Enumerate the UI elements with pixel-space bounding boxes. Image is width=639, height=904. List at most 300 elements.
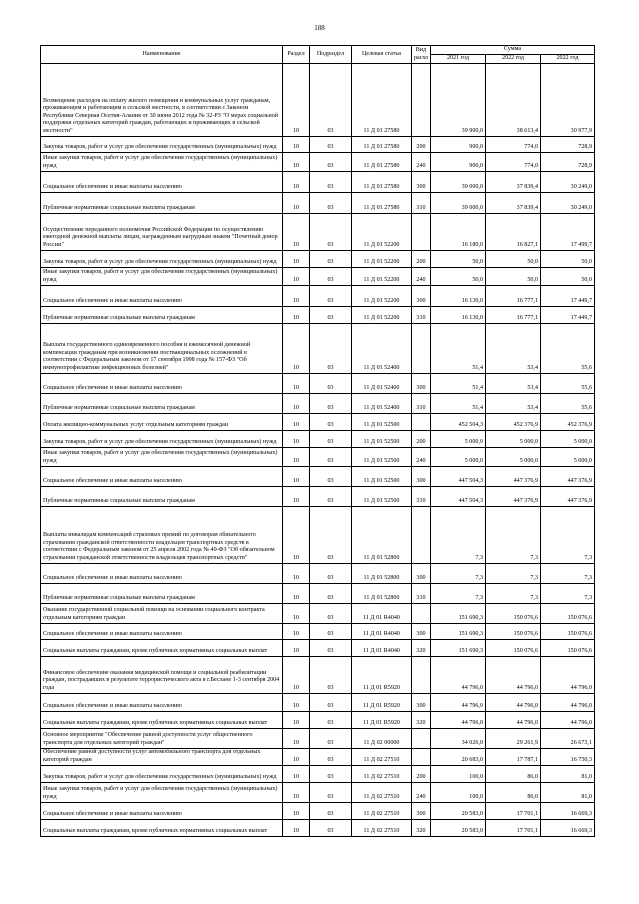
row-sum-2023: 447 376,9 xyxy=(541,487,595,507)
row-section: 10 xyxy=(283,137,310,153)
row-subsection: 03 xyxy=(310,431,352,448)
row-subsection: 03 xyxy=(310,307,352,324)
row-sum-2022: 150 076,6 xyxy=(486,604,541,624)
row-name: Закупка товаров, работ и услуг для обеспечения государственных (муниципальных) нужд xyxy=(41,431,283,448)
row-sum-2023: 44 796,0 xyxy=(541,712,595,729)
row-sum-2021: 5 000,0 xyxy=(431,431,486,448)
row-target: 11 Д 01 52800 xyxy=(352,507,412,564)
row-subsection: 03 xyxy=(310,694,352,712)
row-target: 11 Д 01 R4040 xyxy=(352,604,412,624)
row-section: 10 xyxy=(283,431,310,448)
table-row xyxy=(41,712,595,729)
row-expense-type xyxy=(412,414,431,431)
row-sum-2023: 30 249,0 xyxy=(541,193,595,214)
row-subsection: 03 xyxy=(310,604,352,624)
row-name: Оказание государственной социальной помощи на основании социального контракта отдельным категориям граждан xyxy=(41,604,283,624)
row-name: Публичные нормативные социальные выплаты гражданам xyxy=(41,193,283,214)
row-section: 10 xyxy=(283,268,310,286)
header-year-2021: 2021 год xyxy=(431,55,486,64)
table-row xyxy=(41,694,595,712)
row-section: 10 xyxy=(283,193,310,214)
row-name: Финансовое обеспечение оказания медицинской помощи и социальной реабилитации граждан, пострадавших в результате террористического акта в г.Беслане 1-3 сентября 2004 года xyxy=(41,657,283,694)
row-sum-2022: 86,0 xyxy=(486,766,541,783)
row-sum-2023: 5 000,0 xyxy=(541,431,595,448)
row-section: 10 xyxy=(283,251,310,268)
row-expense-type xyxy=(412,604,431,624)
row-sum-2023: 150 076,6 xyxy=(541,640,595,657)
row-subsection: 03 xyxy=(310,414,352,431)
row-section: 10 xyxy=(283,448,310,467)
row-sum-2022: 447 376,9 xyxy=(486,487,541,507)
row-target: 11 Д 01 27580 xyxy=(352,137,412,153)
row-section: 10 xyxy=(283,604,310,624)
row-expense-type: 200 xyxy=(412,137,431,153)
row-section: 10 xyxy=(283,783,310,803)
row-sum-2023: 17 449,7 xyxy=(541,286,595,307)
row-sum-2021: 151 690,3 xyxy=(431,624,486,640)
row-name: Иные закупки товаров, работ и услуг для обеспечения государственных (муниципальных) нужд xyxy=(41,448,283,467)
row-expense-type: 300 xyxy=(412,564,431,584)
row-sum-2023: 16 669,3 xyxy=(541,820,595,837)
row-name: Осуществление переданного полномочия Российской Федерации по осуществлению ежегодной денежной выплаты лицам, награжденным нагрудным знаком "Почетный донор России" xyxy=(41,214,283,251)
row-sum-2021: 20 683,0 xyxy=(431,749,486,766)
row-sum-2023: 16 669,3 xyxy=(541,803,595,820)
row-sum-2022: 774,0 xyxy=(486,137,541,153)
table-row xyxy=(41,564,595,584)
row-target: 11 Д 01 52500 xyxy=(352,448,412,467)
row-sum-2021: 50,0 xyxy=(431,268,486,286)
row-expense-type xyxy=(412,324,431,374)
row-subsection: 03 xyxy=(310,251,352,268)
row-section: 10 xyxy=(283,467,310,487)
table-row xyxy=(41,467,595,487)
row-subsection: 03 xyxy=(310,507,352,564)
table-row xyxy=(41,657,595,694)
row-section: 10 xyxy=(283,153,310,172)
row-sum-2022: 7,3 xyxy=(486,507,541,564)
row-name: Закупка товаров, работ и услуг для обеспечения государственных (муниципальных) нужд xyxy=(41,137,283,153)
row-expense-type: 310 xyxy=(412,487,431,507)
row-section: 10 xyxy=(283,507,310,564)
row-sum-2023: 30 249,0 xyxy=(541,172,595,193)
row-sum-2022: 447 376,9 xyxy=(486,467,541,487)
row-sum-2023: 150 076,6 xyxy=(541,624,595,640)
row-section: 10 xyxy=(283,729,310,749)
row-subsection: 03 xyxy=(310,624,352,640)
row-target: 11 Д 01 52500 xyxy=(352,467,412,487)
row-name: Выплата государственного единовременного пособия и ежемесячной денежной компенсации гражданам при возникновении поствакцинальных осложнений в соответствии с Федеральным законом от 17 сентября 1998 года № 157-ФЗ "Об иммунопрофилактике инфекционных болезней" xyxy=(41,324,283,374)
row-sum-2022: 44 796,0 xyxy=(486,657,541,694)
row-name: Социальное обеспечение и иные выплаты населению xyxy=(41,172,283,193)
row-sum-2023: 452 376,9 xyxy=(541,414,595,431)
row-name: Публичные нормативные социальные выплаты гражданам xyxy=(41,394,283,414)
row-sum-2021: 452 504,3 xyxy=(431,414,486,431)
row-subsection: 03 xyxy=(310,172,352,193)
row-section: 10 xyxy=(283,820,310,837)
row-sum-2021: 16 180,0 xyxy=(431,214,486,251)
table-row xyxy=(41,448,595,467)
table-row xyxy=(41,749,595,766)
table-row xyxy=(41,414,595,431)
row-sum-2023: 17 449,7 xyxy=(541,307,595,324)
row-target: 11 Д 01 52200 xyxy=(352,251,412,268)
row-name: Социальные выплаты гражданам, кроме публичных нормативных социальных выплат xyxy=(41,712,283,729)
row-expense-type: 300 xyxy=(412,694,431,712)
row-expense-type xyxy=(412,749,431,766)
row-name: Социальные выплаты гражданам, кроме публичных нормативных социальных выплат xyxy=(41,640,283,657)
row-target: 11 Д 01 52400 xyxy=(352,324,412,374)
row-section: 10 xyxy=(283,374,310,394)
row-sum-2021: 51,4 xyxy=(431,324,486,374)
row-section: 10 xyxy=(283,172,310,193)
table-row xyxy=(41,193,595,214)
row-name: Социальное обеспечение и иные выплаты населению xyxy=(41,624,283,640)
row-subsection: 03 xyxy=(310,374,352,394)
row-subsection: 03 xyxy=(310,712,352,729)
table-row xyxy=(41,307,595,324)
row-sum-2023: 26 673,1 xyxy=(541,729,595,749)
table-row xyxy=(41,374,595,394)
row-sum-2022: 86,0 xyxy=(486,783,541,803)
row-sum-2023: 7,3 xyxy=(541,584,595,604)
row-sum-2022: 5 000,0 xyxy=(486,431,541,448)
row-subsection: 03 xyxy=(310,153,352,172)
row-subsection: 03 xyxy=(310,766,352,783)
row-name: Иные закупки товаров, работ и услуг для обеспечения государственных (муниципальных) нужд xyxy=(41,268,283,286)
row-sum-2023: 50,0 xyxy=(541,268,595,286)
table-row xyxy=(41,286,595,307)
row-subsection: 03 xyxy=(310,448,352,467)
row-sum-2021: 151 690,3 xyxy=(431,640,486,657)
row-target: 11 Д 01 27580 xyxy=(352,172,412,193)
row-sum-2022: 53,4 xyxy=(486,374,541,394)
table-row xyxy=(41,324,595,374)
row-sum-2023: 5 000,0 xyxy=(541,448,595,467)
table-row xyxy=(41,251,595,268)
row-section: 10 xyxy=(283,286,310,307)
row-sum-2021: 100,0 xyxy=(431,766,486,783)
row-sum-2021: 900,0 xyxy=(431,153,486,172)
table-row xyxy=(41,783,595,803)
row-sum-2023: 55,6 xyxy=(541,324,595,374)
row-subsection: 03 xyxy=(310,394,352,414)
page-number: 188 xyxy=(314,24,325,32)
row-expense-type xyxy=(412,507,431,564)
row-subsection: 03 xyxy=(310,487,352,507)
row-sum-2022: 29 261,9 xyxy=(486,729,541,749)
row-sum-2021: 900,0 xyxy=(431,137,486,153)
row-target: 11 Д 01 52200 xyxy=(352,307,412,324)
table-row xyxy=(41,820,595,837)
row-subsection: 03 xyxy=(310,640,352,657)
row-sum-2022: 452 376,9 xyxy=(486,414,541,431)
row-sum-2021: 7,3 xyxy=(431,584,486,604)
row-sum-2022: 16 827,1 xyxy=(486,214,541,251)
row-sum-2023: 7,3 xyxy=(541,507,595,564)
row-sum-2023: 150 076,6 xyxy=(541,604,595,624)
row-subsection: 03 xyxy=(310,584,352,604)
row-expense-type: 300 xyxy=(412,172,431,193)
row-sum-2022: 150 076,6 xyxy=(486,640,541,657)
row-target: 11 Д 01 R4040 xyxy=(352,640,412,657)
row-sum-2021: 20 583,0 xyxy=(431,803,486,820)
row-sum-2021: 34 026,0 xyxy=(431,729,486,749)
table-row xyxy=(41,507,595,564)
row-section: 10 xyxy=(283,584,310,604)
row-name: Социальное обеспечение и иные выплаты населению xyxy=(41,564,283,584)
row-name: Иные закупки товаров, работ и услуг для обеспечения государственных (муниципальных) нужд xyxy=(41,783,283,803)
row-sum-2021: 151 690,3 xyxy=(431,604,486,624)
row-sum-2023: 30 977,9 xyxy=(541,64,595,137)
row-target: 11 Д 01 52800 xyxy=(352,564,412,584)
row-target: 11 Д 02 27510 xyxy=(352,766,412,783)
row-sum-2022: 7,3 xyxy=(486,584,541,604)
row-expense-type: 240 xyxy=(412,268,431,286)
row-sum-2022: 5 000,0 xyxy=(486,448,541,467)
row-name: Социальное обеспечение и иные выплаты населению xyxy=(41,467,283,487)
table-body xyxy=(41,64,595,837)
row-section: 10 xyxy=(283,694,310,712)
row-section: 10 xyxy=(283,394,310,414)
row-sum-2023: 728,9 xyxy=(541,137,595,153)
row-target: 11 Д 01 R5920 xyxy=(352,694,412,712)
header-year-2022: 2022 год xyxy=(486,55,541,64)
row-expense-type: 320 xyxy=(412,640,431,657)
row-sum-2022: 17 787,1 xyxy=(486,749,541,766)
budget-table xyxy=(40,45,595,837)
row-target: 11 Д 02 27510 xyxy=(352,820,412,837)
row-target: 11 Д 01 27580 xyxy=(352,64,412,137)
row-expense-type: 240 xyxy=(412,783,431,803)
row-sum-2023: 50,0 xyxy=(541,251,595,268)
row-name: Закупка товаров, работ и услуг для обеспечения государственных (муниципальных) нужд xyxy=(41,766,283,783)
row-sum-2021: 39 900,0 xyxy=(431,64,486,137)
row-name: Основное мероприятие "Обеспечение равной доступности услуг общественного транспорта для отдельных категорий граждан" xyxy=(41,729,283,749)
row-sum-2022: 150 076,6 xyxy=(486,624,541,640)
row-expense-type: 320 xyxy=(412,820,431,837)
row-expense-type xyxy=(412,214,431,251)
row-sum-2023: 81,0 xyxy=(541,766,595,783)
row-name: Выплаты инвалидам компенсаций страховых премий по договорам обязательного страхования гражданской ответственности владельцев транспортных средств в соответствии с Федеральным законом от 25 апреля 2002 года № 40-ФЗ "Об обязательном страховании гражданской ответственности владельцев транспортных средств" xyxy=(41,507,283,564)
row-expense-type: 200 xyxy=(412,766,431,783)
table-row xyxy=(41,153,595,172)
table-row xyxy=(41,431,595,448)
row-target: 11 Д 01 52800 xyxy=(352,584,412,604)
row-subsection: 03 xyxy=(310,214,352,251)
row-section: 10 xyxy=(283,640,310,657)
table-row xyxy=(41,640,595,657)
row-subsection: 03 xyxy=(310,783,352,803)
row-sum-2021: 51,4 xyxy=(431,374,486,394)
row-target: 11 Д 01 52200 xyxy=(352,286,412,307)
row-section: 10 xyxy=(283,749,310,766)
table-row xyxy=(41,487,595,507)
header-expense-type: Вид расхо xyxy=(412,46,431,64)
row-name: Публичные нормативные социальные выплаты гражданам xyxy=(41,584,283,604)
row-section: 10 xyxy=(283,414,310,431)
header-year-2023: 2022 год xyxy=(541,55,595,64)
row-sum-2021: 447 504,3 xyxy=(431,487,486,507)
table-row xyxy=(41,584,595,604)
row-expense-type: 320 xyxy=(412,712,431,729)
row-name: Оплата жилищно-коммунальных услуг отдельным категориям граждан xyxy=(41,414,283,431)
row-expense-type: 200 xyxy=(412,251,431,268)
row-sum-2021: 7,3 xyxy=(431,564,486,584)
row-sum-2021: 5 000,0 xyxy=(431,448,486,467)
row-subsection: 03 xyxy=(310,324,352,374)
table-row xyxy=(41,803,595,820)
row-sum-2022: 37 839,4 xyxy=(486,172,541,193)
row-expense-type: 300 xyxy=(412,624,431,640)
row-section: 10 xyxy=(283,766,310,783)
row-sum-2023: 16 750,3 xyxy=(541,749,595,766)
row-target: 11 Д 01 52500 xyxy=(352,414,412,431)
row-sum-2021: 44 796,0 xyxy=(431,694,486,712)
row-sum-2022: 50,0 xyxy=(486,251,541,268)
row-expense-type: 300 xyxy=(412,467,431,487)
row-section: 10 xyxy=(283,564,310,584)
row-sum-2021: 100,0 xyxy=(431,783,486,803)
table-row xyxy=(41,604,595,624)
row-sum-2022: 37 839,4 xyxy=(486,193,541,214)
row-sum-2021: 51,4 xyxy=(431,394,486,414)
row-subsection: 03 xyxy=(310,564,352,584)
row-sum-2022: 16 777,1 xyxy=(486,307,541,324)
row-target: 11 Д 02 00000 xyxy=(352,729,412,749)
row-sum-2022: 7,3 xyxy=(486,564,541,584)
row-expense-type: 310 xyxy=(412,193,431,214)
row-sum-2023: 44 796,0 xyxy=(541,657,595,694)
row-expense-type xyxy=(412,64,431,137)
row-target: 11 Д 01 52400 xyxy=(352,394,412,414)
row-subsection: 03 xyxy=(310,467,352,487)
row-sum-2022: 17 701,1 xyxy=(486,820,541,837)
row-subsection: 03 xyxy=(310,268,352,286)
row-subsection: 03 xyxy=(310,193,352,214)
row-expense-type: 240 xyxy=(412,153,431,172)
row-name: Социальное обеспечение и иные выплаты населению xyxy=(41,803,283,820)
row-sum-2023: 55,6 xyxy=(541,394,595,414)
row-sum-2022: 44 796,0 xyxy=(486,694,541,712)
table-row xyxy=(41,214,595,251)
row-sum-2021: 447 504,3 xyxy=(431,467,486,487)
row-target: 11 Д 01 27580 xyxy=(352,153,412,172)
row-sum-2021: 7,3 xyxy=(431,507,486,564)
row-section: 10 xyxy=(283,214,310,251)
row-expense-type xyxy=(412,729,431,749)
row-subsection: 03 xyxy=(310,286,352,307)
row-sum-2023: 447 376,9 xyxy=(541,467,595,487)
row-target: 11 Д 02 27510 xyxy=(352,803,412,820)
row-target: 11 Д 02 27510 xyxy=(352,749,412,766)
row-expense-type xyxy=(412,657,431,694)
row-sum-2023: 81,0 xyxy=(541,783,595,803)
table-row xyxy=(41,172,595,193)
row-target: 11 Д 01 52500 xyxy=(352,487,412,507)
row-target: 11 Д 01 52500 xyxy=(352,431,412,448)
row-subsection: 03 xyxy=(310,137,352,153)
row-sum-2022: 16 777,1 xyxy=(486,286,541,307)
header-target: Целевая статья xyxy=(352,46,412,64)
header-name: Наименование xyxy=(41,46,283,64)
row-sum-2021: 44 796,0 xyxy=(431,712,486,729)
row-sum-2021: 39 000,0 xyxy=(431,193,486,214)
row-target: 11 Д 01 27580 xyxy=(352,193,412,214)
row-target: 11 Д 01 52200 xyxy=(352,268,412,286)
row-target: 11 Д 01 R4040 xyxy=(352,624,412,640)
row-target: 11 Д 01 R5920 xyxy=(352,712,412,729)
table-row xyxy=(41,64,595,137)
table-row xyxy=(41,766,595,783)
row-sum-2022: 53,4 xyxy=(486,394,541,414)
row-subsection: 03 xyxy=(310,657,352,694)
row-sum-2022: 774,0 xyxy=(486,153,541,172)
row-name: Возмещение расходов на оплату жилого помещения и коммунальных услуг гражданам, проживающим и работающим в сельской местности, в соответствии с Законом Республики Северная Осетия-Алания от 30 июня 2012 года № 32-РЗ "О мерах социальной поддержки отдельных категорий граждан, работающих и проживающих в сельской местности" xyxy=(41,64,283,137)
row-section: 10 xyxy=(283,657,310,694)
row-section: 10 xyxy=(283,712,310,729)
row-name: Публичные нормативные социальные выплаты гражданам xyxy=(41,307,283,324)
header-sum: Сумма xyxy=(431,46,595,55)
row-name: Социальное обеспечение и иные выплаты населению xyxy=(41,694,283,712)
row-target: 11 Д 01 52200 xyxy=(352,214,412,251)
row-sum-2022: 50,0 xyxy=(486,268,541,286)
row-subsection: 03 xyxy=(310,729,352,749)
row-name: Закупка товаров, работ и услуг для обеспечения государственных (муниципальных) нужд xyxy=(41,251,283,268)
row-name: Обеспечение равной доступности услуг автомобильного транспорта для отдельных категорий граждан xyxy=(41,749,283,766)
row-subsection: 03 xyxy=(310,820,352,837)
row-expense-type: 310 xyxy=(412,307,431,324)
row-sum-2021: 39 000,0 xyxy=(431,172,486,193)
table-row xyxy=(41,268,595,286)
table-row xyxy=(41,137,595,153)
row-sum-2023: 55,6 xyxy=(541,374,595,394)
row-expense-type: 300 xyxy=(412,374,431,394)
row-section: 10 xyxy=(283,624,310,640)
row-sum-2021: 50,0 xyxy=(431,251,486,268)
header-subsection: Подраздел xyxy=(310,46,352,64)
row-section: 10 xyxy=(283,64,310,137)
row-subsection: 03 xyxy=(310,64,352,137)
row-sum-2022: 17 701,1 xyxy=(486,803,541,820)
row-name: Социальное обеспечение и иные выплаты населению xyxy=(41,374,283,394)
row-sum-2022: 38 613,4 xyxy=(486,64,541,137)
row-sum-2022: 53,4 xyxy=(486,324,541,374)
row-target: 11 Д 01 52400 xyxy=(352,374,412,394)
row-section: 10 xyxy=(283,324,310,374)
row-sum-2021: 20 583,0 xyxy=(431,820,486,837)
row-sum-2021: 16 130,0 xyxy=(431,307,486,324)
row-section: 10 xyxy=(283,803,310,820)
row-subsection: 03 xyxy=(310,803,352,820)
row-sum-2022: 44 796,0 xyxy=(486,712,541,729)
row-target: 11 Д 01 R5920 xyxy=(352,657,412,694)
row-sum-2021: 16 130,0 xyxy=(431,286,486,307)
row-sum-2023: 728,9 xyxy=(541,153,595,172)
row-expense-type: 300 xyxy=(412,803,431,820)
table-row xyxy=(41,729,595,749)
row-expense-type: 200 xyxy=(412,431,431,448)
row-sum-2023: 17 499,7 xyxy=(541,214,595,251)
row-sum-2023: 44 796,0 xyxy=(541,694,595,712)
row-name: Социальные выплаты гражданам, кроме публичных нормативных социальных выплат xyxy=(41,820,283,837)
row-name: Публичные нормативные социальные выплаты гражданам xyxy=(41,487,283,507)
table-row xyxy=(41,394,595,414)
row-expense-type: 240 xyxy=(412,448,431,467)
header-section: Раздел xyxy=(283,46,310,64)
row-name: Иные закупки товаров, работ и услуг для обеспечения государственных (муниципальных) нужд xyxy=(41,153,283,172)
row-expense-type: 310 xyxy=(412,394,431,414)
row-name: Социальное обеспечение и иные выплаты населению xyxy=(41,286,283,307)
